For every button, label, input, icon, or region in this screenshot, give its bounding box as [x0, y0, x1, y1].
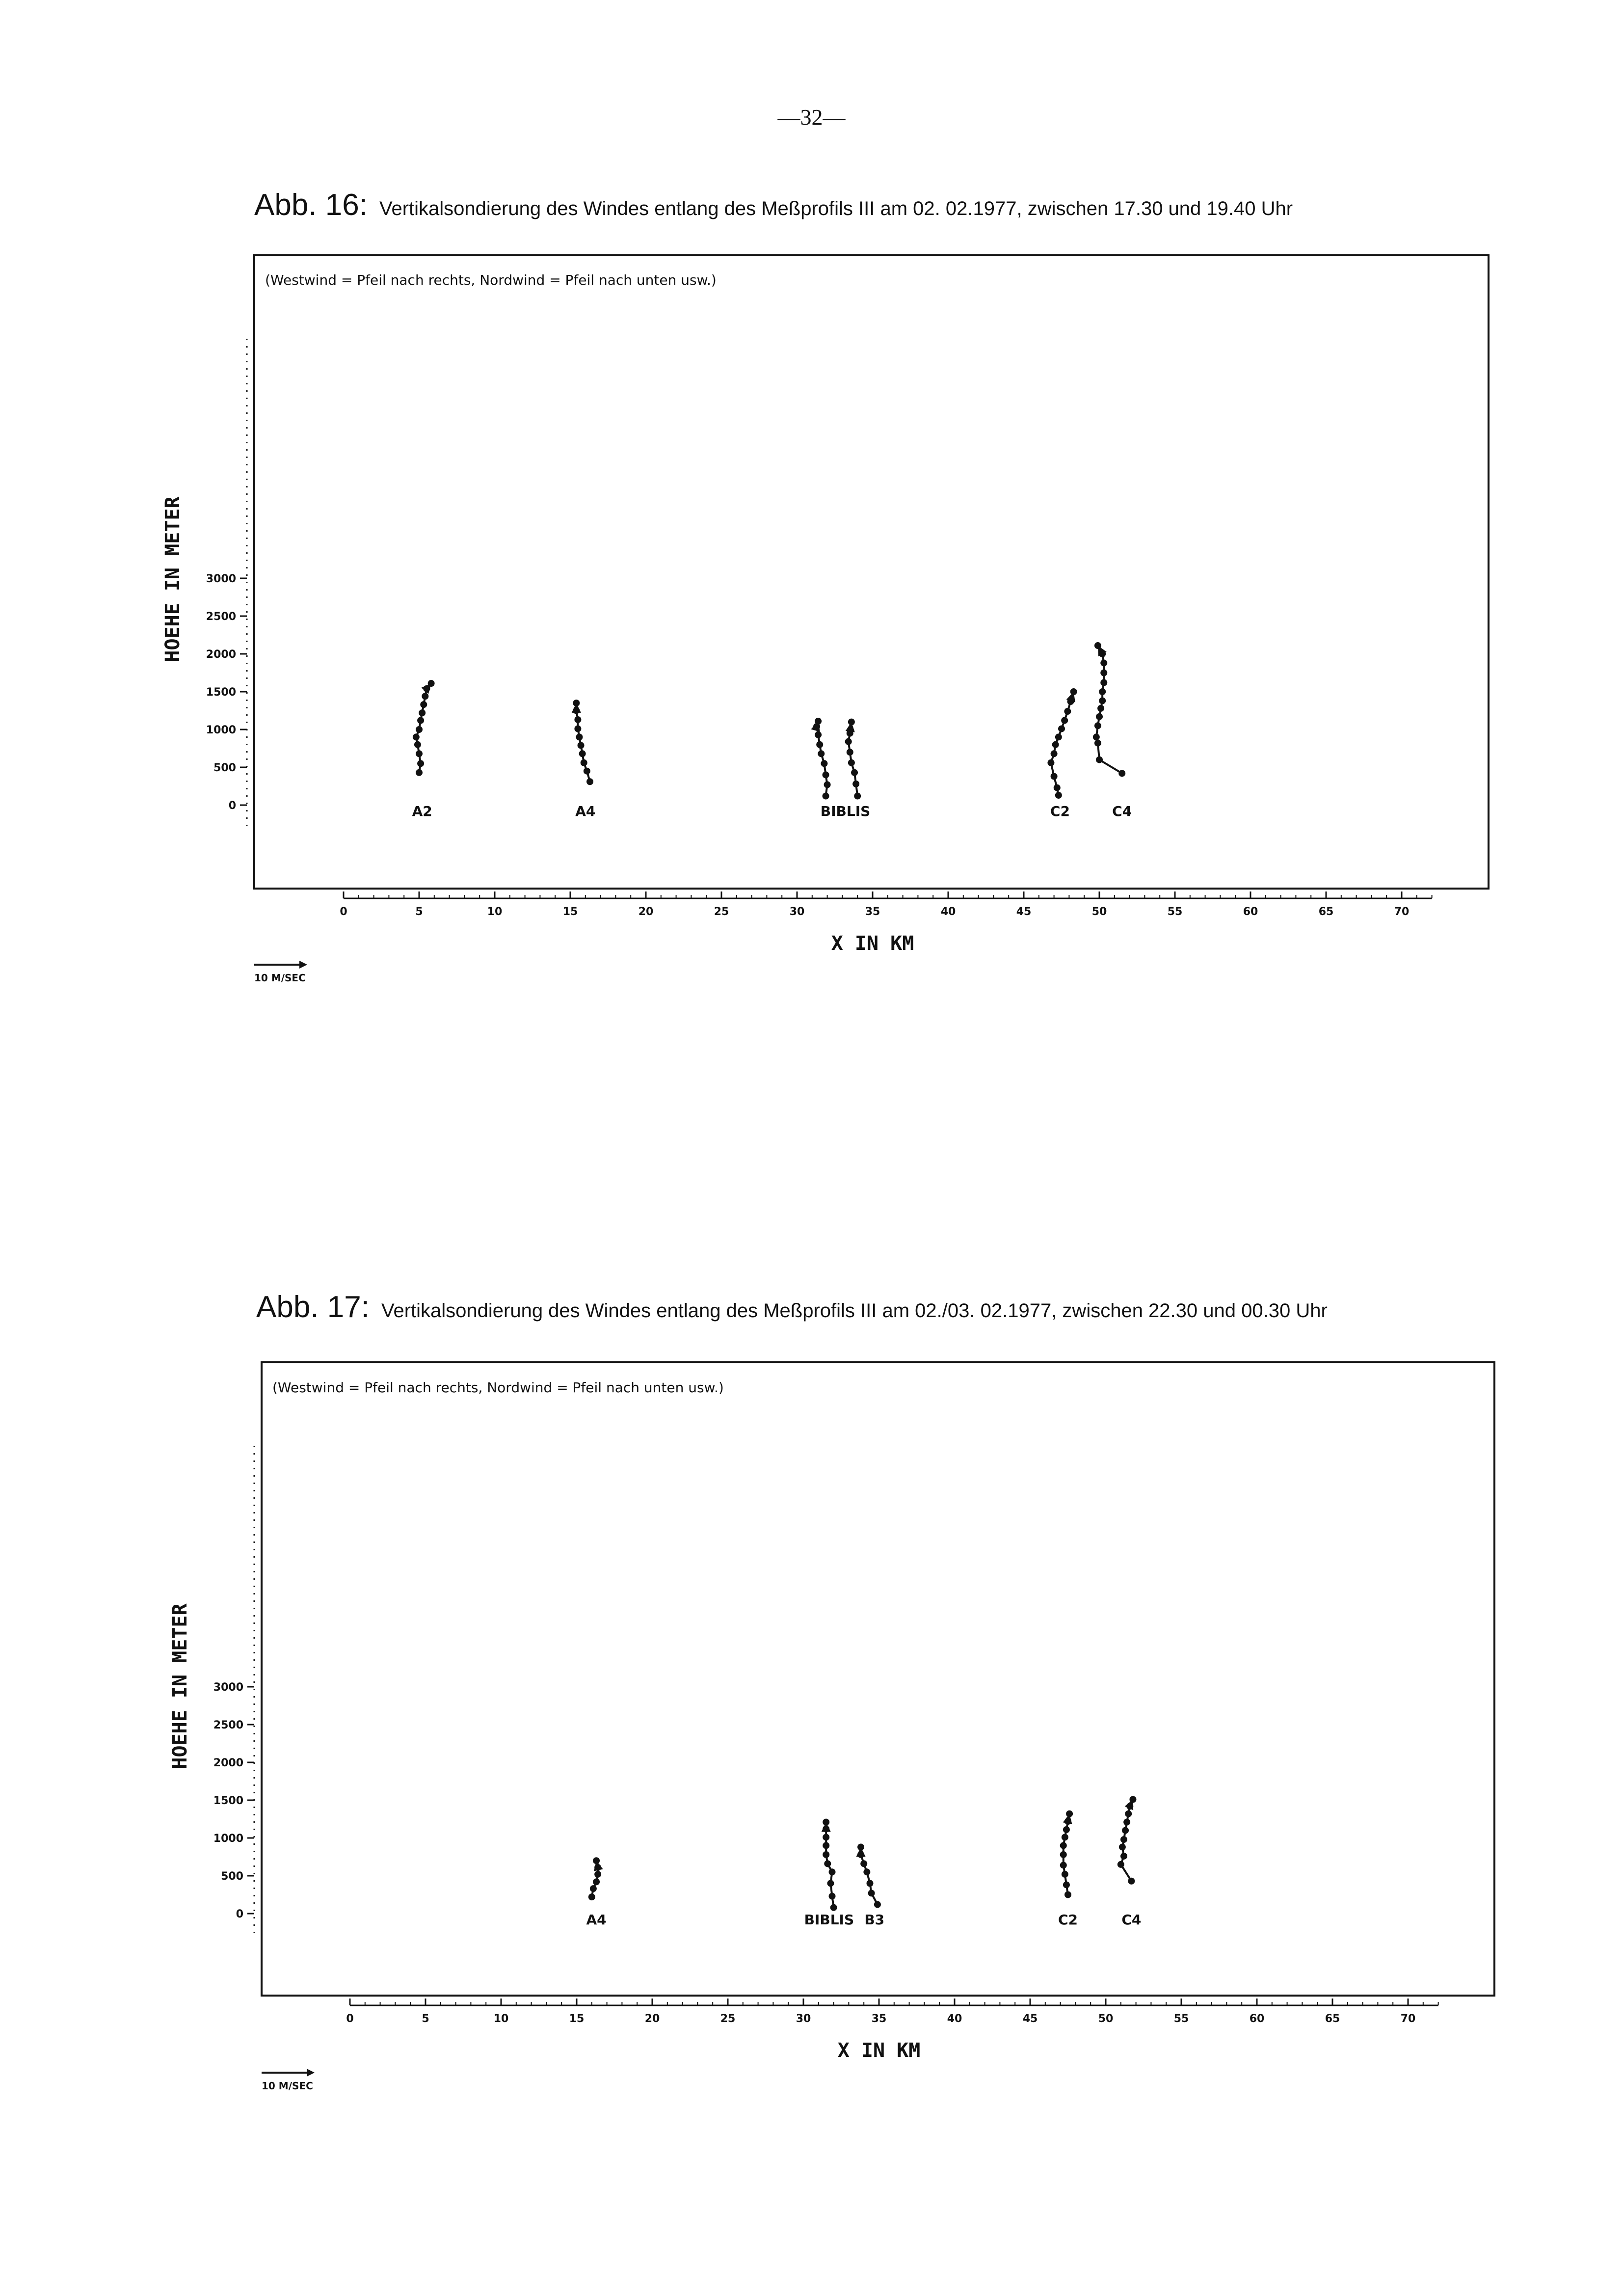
figure-17-caption: Vertikalsondierung des Windes entlang des Meßprofils III am 02./03. 02.1977, zwischen 22.30 und 00.30 Uhr [381, 1300, 1328, 1322]
wind-vector-point [854, 793, 861, 800]
x-tick-label: 35 [865, 906, 880, 918]
x-tick-label: 65 [1325, 2013, 1340, 2025]
station-label: BIBLIS [820, 803, 871, 819]
wind-vector-point [815, 731, 822, 738]
x-tick-label: 45 [1016, 906, 1032, 918]
wind-vector-point [1096, 756, 1103, 763]
x-tick-label: 40 [947, 2013, 962, 2025]
wind-vector-point [1055, 733, 1062, 740]
wind-vector-point [1061, 717, 1068, 724]
x-tick-label: 5 [415, 906, 423, 918]
x-tick-label: 30 [796, 2013, 811, 2025]
x-tick-label: 20 [644, 2013, 660, 2025]
y-axis-title: HOEHE IN METER [169, 1603, 191, 1769]
x-tick-label: 15 [562, 906, 578, 918]
y-tick-label: 1000 [213, 1833, 243, 1845]
wind-vector-point [823, 793, 829, 800]
plot-frame [254, 255, 1489, 889]
wind-vector-point [848, 759, 855, 766]
wind-vector-point [852, 781, 859, 787]
wind-vector-point [422, 693, 428, 700]
wind-vector-point [1099, 697, 1106, 704]
station-label: A2 [412, 803, 432, 819]
x-tick-label: 55 [1173, 2013, 1189, 2025]
wind-vector-point [416, 750, 423, 757]
station-label: C2 [1058, 1912, 1078, 1928]
wind-vector-point [581, 759, 587, 766]
wind-vector-point [1094, 740, 1101, 747]
station-label: BIBLIS [804, 1912, 854, 1928]
wind-arrow-head [572, 703, 581, 713]
legend-note: (Westwind = Pfeil nach rechts, Nordwind = Pfeil nach unten usw.) [272, 1379, 724, 1396]
wind-vector-point [420, 701, 427, 708]
wind-vector-point [417, 717, 424, 724]
wind-vector-point [574, 725, 581, 732]
x-tick-label: 15 [569, 2013, 585, 2025]
figure-17-label: Abb. 17: [256, 1290, 370, 1324]
y-tick-label: 500 [221, 1870, 243, 1883]
wind-vector-point [1097, 705, 1104, 712]
y-tick-label: 2000 [206, 648, 236, 661]
y-tick-label: 1500 [206, 686, 236, 699]
wind-vector-point [1100, 659, 1107, 666]
station-label: B3 [864, 1912, 885, 1928]
station-label: C4 [1121, 1912, 1142, 1928]
station-label: C2 [1050, 803, 1070, 819]
wind-vector-point [1051, 773, 1058, 780]
y-tick-label: 0 [236, 1908, 243, 1920]
wind-vector-point [1064, 708, 1071, 715]
wind-vector-point [579, 750, 586, 757]
x-tick-label: 35 [871, 2013, 887, 2025]
x-axis-title: X IN KM [837, 2039, 921, 2062]
wind-vector-point [851, 769, 858, 776]
station-label: C4 [1112, 803, 1132, 819]
y-tick-label: 1500 [213, 1795, 243, 1807]
wind-vector-point [586, 778, 593, 785]
x-tick-label: 70 [1394, 906, 1410, 918]
wind-vector-point [823, 771, 829, 778]
x-tick-label: 40 [940, 906, 956, 918]
wind-vector-point [413, 733, 420, 740]
scale-label: 10 M/SEC [262, 2080, 313, 2092]
wind-vector-point [584, 768, 590, 775]
x-tick-label: 5 [422, 2013, 429, 2025]
y-axis-title: HOEHE IN METER [161, 496, 184, 662]
page-number: —32— [777, 105, 846, 130]
x-tick-label: 60 [1249, 2013, 1265, 2025]
station-label: A4 [575, 803, 596, 819]
figure-16-label: Abb. 16: [254, 188, 368, 222]
wind-vector-point [416, 769, 423, 776]
figure-16-caption: Vertikalsondierung des Windes entlang des Meßprofils III am 02. 02.1977, zwischen 17.30 und 19.40 Uhr [379, 198, 1293, 219]
y-tick-label: 500 [213, 762, 236, 774]
x-tick-label: 70 [1400, 2013, 1416, 2025]
wind-vector-point [824, 781, 831, 788]
x-tick-label: 10 [487, 906, 503, 918]
scale-label: 10 M/SEC [254, 972, 306, 984]
y-tick-label: 1000 [206, 724, 236, 736]
wind-vector-point [1118, 770, 1125, 777]
wind-vector-point [847, 749, 853, 756]
legend-note: (Westwind = Pfeil nach rechts, Nordwind = Pfeil nach unten usw.) [265, 272, 717, 288]
y-tick-label: 2000 [213, 1757, 243, 1769]
y-tick-label: 2500 [206, 611, 236, 623]
x-tick-label: 0 [346, 2013, 354, 2025]
x-tick-label: 0 [340, 906, 347, 918]
wind-vector-point [845, 738, 852, 745]
y-tick-label: 0 [228, 800, 236, 812]
wind-vector-point [1094, 722, 1101, 729]
x-tick-label: 60 [1243, 906, 1258, 918]
x-tick-label: 50 [1098, 2013, 1114, 2025]
wind-vector-point [1052, 741, 1059, 748]
wind-vector-point [1051, 750, 1058, 757]
wind-vector-point [1100, 670, 1107, 676]
wind-vector-point [574, 716, 581, 723]
wind-vector-point [1096, 713, 1103, 720]
wind-vector-point [818, 750, 825, 757]
x-tick-label: 65 [1318, 906, 1334, 918]
wind-vector-point [414, 741, 421, 748]
x-tick-label: 25 [714, 906, 729, 918]
wind-vector-point [416, 726, 423, 733]
wind-vector-point [1055, 792, 1062, 799]
x-axis-title: X IN KM [831, 932, 914, 955]
x-tick-label: 30 [789, 906, 805, 918]
wind-vector-point [1054, 784, 1061, 791]
x-tick-label: 55 [1167, 906, 1183, 918]
wind-vector-point [1047, 759, 1054, 766]
x-tick-label: 50 [1091, 906, 1107, 918]
wind-vector-point [1093, 733, 1100, 740]
wind-vector-point [821, 760, 827, 767]
x-tick-label: 25 [720, 2013, 736, 2025]
station-label: A4 [586, 1912, 607, 1928]
wind-vector-point [417, 760, 424, 767]
x-tick-label: 10 [493, 2013, 509, 2025]
wind-vector-point [1100, 679, 1107, 686]
wind-vector-point [1058, 725, 1065, 732]
wind-vector-point [1099, 688, 1106, 695]
wind-vector-point [578, 742, 585, 749]
scale-arrow-head [299, 961, 307, 969]
y-tick-label: 3000 [206, 573, 236, 585]
x-tick-label: 45 [1022, 2013, 1038, 2025]
wind-vector-point [576, 733, 583, 740]
y-tick-label: 2500 [213, 1719, 243, 1731]
wind-vector-point [419, 709, 426, 716]
wind-vector-point [816, 741, 823, 748]
x-tick-label: 20 [638, 906, 654, 918]
y-tick-label: 3000 [213, 1681, 243, 1694]
